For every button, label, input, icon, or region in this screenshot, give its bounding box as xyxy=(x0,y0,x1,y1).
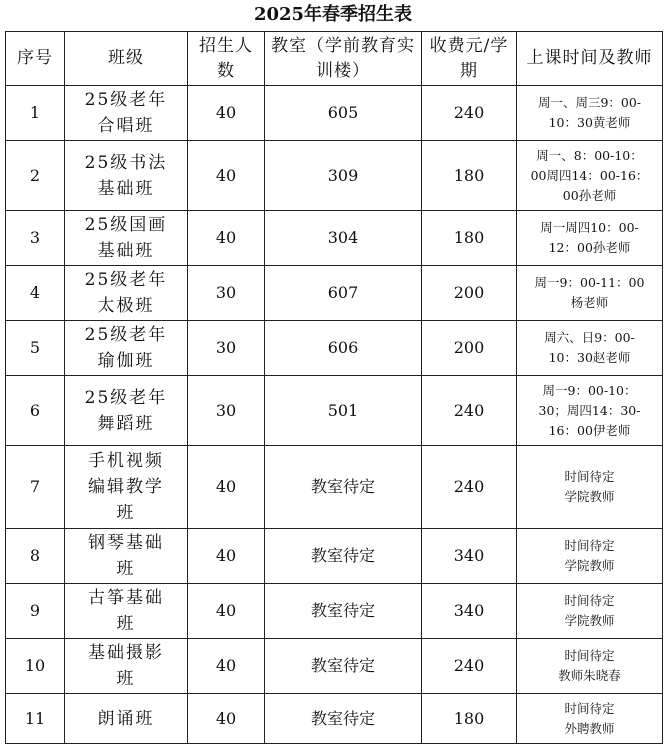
time-teacher-line: 12：00孙老师 xyxy=(548,240,631,255)
class-name xyxy=(65,141,188,211)
quota-cell: 40 xyxy=(188,211,265,266)
time-teacher-line: 周六、日9：00- xyxy=(544,330,635,345)
time-teacher xyxy=(517,584,663,639)
header-quota: 招生人数 xyxy=(188,32,265,86)
fee-cell: 180 xyxy=(422,211,517,266)
time-teacher xyxy=(517,694,663,744)
time-teacher-line: 10：30黄老师 xyxy=(548,115,631,130)
time-teacher xyxy=(517,211,663,266)
class-name-line: 太极班 xyxy=(97,296,155,316)
quota-cell: 40 xyxy=(188,446,265,529)
fee-cell: 240 xyxy=(422,639,517,694)
time-teacher-line: 时间待定 xyxy=(564,538,615,553)
quota-cell: 40 xyxy=(188,141,265,211)
time-teacher-line: 时间待定 xyxy=(564,469,615,484)
header-no: 序号 xyxy=(6,32,65,86)
time-teacher-line: 教师朱晓春 xyxy=(558,668,621,683)
table-row xyxy=(6,584,663,639)
row-number: 7 xyxy=(6,446,65,529)
table-row xyxy=(6,446,663,529)
time-teacher-line: 10：30赵老师 xyxy=(548,350,631,365)
time-teacher-line: 周一、8：00-10： xyxy=(536,147,643,163)
header-room: 教室（学前教育实训楼） xyxy=(265,32,422,86)
class-name-line: 基础班 xyxy=(97,178,155,199)
time-teacher xyxy=(517,529,663,584)
class-name-line: 基础摄影 xyxy=(88,643,164,663)
time-teacher-line: 周一、周三9：00- xyxy=(537,95,642,110)
time-teacher-line: 时间待定 xyxy=(564,593,615,608)
time-teacher-line: 00孙老师 xyxy=(562,187,617,203)
class-name xyxy=(65,321,188,376)
room-cell: 606 xyxy=(265,321,422,376)
row-number: 10 xyxy=(6,639,65,694)
room-cell: 教室待定 xyxy=(265,529,422,584)
row-number: 4 xyxy=(6,266,65,321)
table-row xyxy=(6,376,663,446)
time-teacher-line: 学院教师 xyxy=(564,613,615,628)
row-number: 2 xyxy=(6,141,65,211)
time-teacher xyxy=(517,446,663,529)
header-class: 班级 xyxy=(65,32,188,86)
fee-cell: 200 xyxy=(422,321,517,376)
room-cell: 607 xyxy=(265,266,422,321)
time-teacher xyxy=(517,376,663,446)
table-row xyxy=(6,639,663,694)
class-name-line: 25级老年 xyxy=(84,325,168,345)
class-name xyxy=(65,211,188,266)
time-teacher xyxy=(517,321,663,376)
class-name-line: 合唱班 xyxy=(97,116,155,136)
row-number: 11 xyxy=(6,694,65,744)
class-name xyxy=(65,86,188,141)
class-name xyxy=(65,446,188,529)
table-row xyxy=(6,141,663,211)
row-number: 8 xyxy=(6,529,65,584)
class-name-line: 班 xyxy=(116,669,136,689)
time-teacher-line: 时间待定 xyxy=(564,700,615,716)
quota-cell: 30 xyxy=(188,321,265,376)
class-name-line: 舞蹈班 xyxy=(97,413,155,434)
class-name-line: 25级老年 xyxy=(84,270,168,290)
class-name-line: 基础班 xyxy=(97,241,155,261)
class-name-line: 瑜伽班 xyxy=(97,351,155,371)
fee-cell: 180 xyxy=(422,141,517,211)
fee-cell: 200 xyxy=(422,266,517,321)
table-row xyxy=(6,321,663,376)
quota-cell: 40 xyxy=(188,529,265,584)
time-teacher xyxy=(517,266,663,321)
class-name-line: 班 xyxy=(116,503,136,523)
enrollment-table xyxy=(5,31,663,744)
time-teacher-line: 16：00伊老师 xyxy=(548,422,631,438)
room-cell: 501 xyxy=(265,376,422,446)
quota-cell: 40 xyxy=(188,639,265,694)
quota-cell: 40 xyxy=(188,584,265,639)
class-name-line: 朗诵班 xyxy=(97,708,155,729)
class-name xyxy=(65,694,188,744)
time-teacher xyxy=(517,639,663,694)
quota-cell: 30 xyxy=(188,266,265,321)
row-number: 5 xyxy=(6,321,65,376)
fee-cell: 340 xyxy=(422,529,517,584)
time-teacher xyxy=(517,86,663,141)
fee-cell: 240 xyxy=(422,86,517,141)
quota-cell: 30 xyxy=(188,376,265,446)
table-row xyxy=(6,694,663,744)
room-cell: 304 xyxy=(265,211,422,266)
fee-cell: 340 xyxy=(422,584,517,639)
class-name-line: 班 xyxy=(116,614,136,634)
class-name xyxy=(65,529,188,584)
row-number: 3 xyxy=(6,211,65,266)
class-name-line: 25级老年 xyxy=(84,90,168,110)
quota-cell: 40 xyxy=(188,694,265,744)
room-cell: 教室待定 xyxy=(265,446,422,529)
time-teacher-line: 30；周四14：30- xyxy=(538,402,641,418)
class-name-line: 25级老年 xyxy=(84,387,168,408)
header-fee: 收费元/学期 xyxy=(422,32,517,86)
room-cell: 605 xyxy=(265,86,422,141)
table-row xyxy=(6,211,663,266)
class-name-line: 手机视频 xyxy=(88,451,164,471)
time-teacher-line: 杨老师 xyxy=(570,295,609,310)
room-cell: 教室待定 xyxy=(265,694,422,744)
class-name-line: 25级国画 xyxy=(84,215,168,235)
room-cell: 309 xyxy=(265,141,422,211)
header-time-teacher: 上课时间及教师 xyxy=(517,32,663,86)
table-row xyxy=(6,86,663,141)
class-name xyxy=(65,584,188,639)
fee-cell: 240 xyxy=(422,376,517,446)
class-name xyxy=(65,639,188,694)
class-name-line: 25级书法 xyxy=(84,152,168,173)
time-teacher xyxy=(517,141,663,211)
time-teacher-line: 周一9：00-10： xyxy=(542,382,637,398)
class-name xyxy=(65,266,188,321)
time-teacher-line: 周一周四10：00- xyxy=(540,220,639,235)
row-number: 1 xyxy=(6,86,65,141)
room-cell: 教室待定 xyxy=(265,639,422,694)
time-teacher-line: 周一9：00-11：00 xyxy=(534,275,645,290)
fee-cell: 180 xyxy=(422,694,517,744)
table-row xyxy=(6,266,663,321)
time-teacher-line: 00周四14：00-16： xyxy=(530,167,649,183)
header-row xyxy=(6,32,663,86)
row-number: 9 xyxy=(6,584,65,639)
time-teacher-line: 学院教师 xyxy=(564,558,615,573)
class-name-line: 班 xyxy=(116,559,136,579)
time-teacher-line: 外聘教师 xyxy=(564,720,615,736)
fee-cell: 240 xyxy=(422,446,517,529)
row-number: 6 xyxy=(6,376,65,446)
class-name-line: 钢琴基础 xyxy=(88,533,164,553)
table-row xyxy=(6,529,663,584)
class-name-line: 古筝基础 xyxy=(88,588,164,608)
time-teacher-line: 学院教师 xyxy=(564,489,615,504)
class-name xyxy=(65,376,188,446)
room-cell: 教室待定 xyxy=(265,584,422,639)
time-teacher-line: 时间待定 xyxy=(564,648,615,663)
page-title: 2025年春季招生表 xyxy=(253,4,413,25)
class-name-line: 编辑教学 xyxy=(88,477,164,497)
quota-cell: 40 xyxy=(188,86,265,141)
